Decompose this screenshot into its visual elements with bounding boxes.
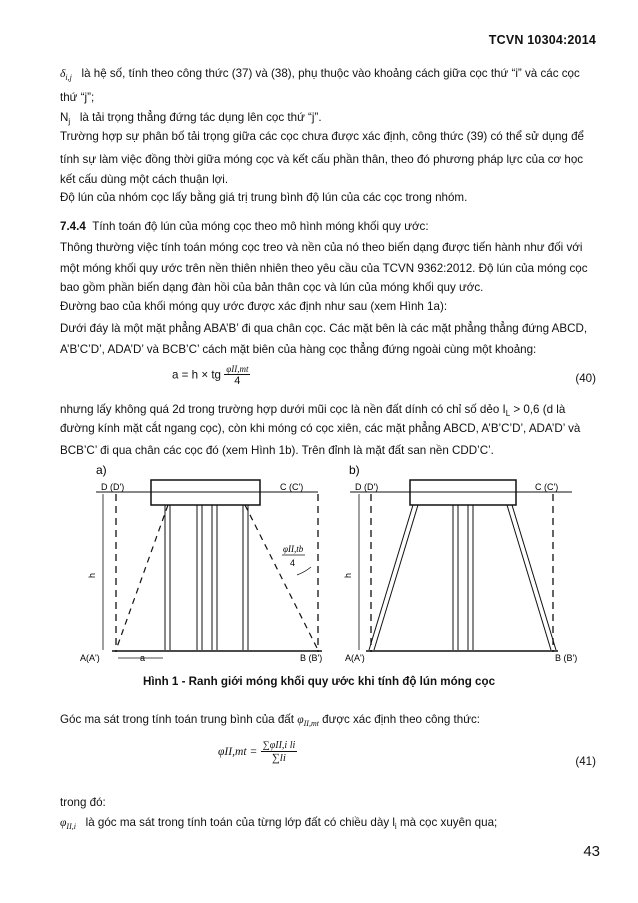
phi-subscript: II,mt bbox=[303, 719, 319, 728]
eq41-fraction bbox=[261, 740, 298, 764]
paragraph-line: thứ “j”; bbox=[60, 91, 95, 104]
paragraph-line bbox=[60, 402, 601, 421]
paragraph-line: Độ lún của nhóm cọc lấy bằng giá trị trung bình độ lún của các cọc trong nhóm. bbox=[60, 191, 468, 204]
nj-symbol: N bbox=[60, 111, 69, 124]
delta-text: là hệ số, tính theo công thức (37) và (38), phụ thuộc vào khoảng cách giữa cọc thứ “i” và các cọc bbox=[81, 67, 580, 80]
eq40-lhs: a = h × tg bbox=[172, 368, 221, 382]
fig-a-label-a: A(A') bbox=[80, 653, 100, 663]
eq41-lhs: φII,mt = bbox=[218, 745, 258, 759]
delta-definition bbox=[60, 66, 601, 85]
eq40-denominator: 4 bbox=[234, 375, 241, 387]
page-number: 43 bbox=[583, 843, 600, 860]
phi-i-subscript: II,i bbox=[66, 822, 76, 831]
figure-1 bbox=[0, 458, 638, 673]
il-text-post: > 0,6 (d là bbox=[513, 403, 566, 416]
paragraph-line: kết cấu dùng một cách thuận lợi. bbox=[60, 173, 229, 186]
section-heading bbox=[60, 219, 601, 234]
fig-a-right-slope bbox=[245, 505, 318, 650]
fig-b-piles bbox=[369, 505, 556, 650]
fig-a-label-c: C (C') bbox=[280, 482, 304, 492]
fig-b-label-d: D (D') bbox=[355, 482, 379, 492]
section-title: Tính toán độ lún của móng cọc theo mô hình móng khối quy ước: bbox=[92, 220, 429, 233]
eq41-denominator: ∑li bbox=[271, 752, 286, 764]
paragraph-line: BCB’C’ đi qua chân các cọc đó (xem Hình 1b). Trên đỉnh là mặt đất san nền CDD’C’. bbox=[60, 444, 494, 457]
phi-symbol: φ bbox=[297, 713, 304, 726]
equation-40 bbox=[172, 364, 250, 387]
paragraph-line: trong đó: bbox=[60, 796, 106, 809]
fig-b-label-c: C (C') bbox=[535, 482, 559, 492]
fig-b-label: b) bbox=[349, 463, 360, 477]
paragraph-line: bao gồm phần biến dạng đàn hồi của bản thân cọc và lún của móng khối quy ước. bbox=[60, 281, 484, 294]
equation-41-number: (41) bbox=[575, 755, 596, 768]
fig-a-angle-num: φII,tb bbox=[283, 544, 304, 554]
paragraph-line bbox=[60, 712, 601, 731]
fig-b-label-a: A(A') bbox=[345, 653, 365, 663]
delta-symbol: δ bbox=[60, 67, 66, 80]
paragraph-line: đường kính mặt cắt ngang cọc), còn khi móng có cọc xiên, các mặt phẳng ABCD, A’B’C’D’, ADA’D’ và bbox=[60, 422, 581, 435]
fig-a-label-b: B (B') bbox=[300, 653, 323, 663]
paragraph-line: A’B’C’D’, ADA’D’ và BCB’C’ cách mặt biên của hàng cọc thẳng đứng ngoài cùng một khoảng: bbox=[60, 343, 537, 356]
fig-b-label-h: h bbox=[343, 572, 353, 578]
equation-40-number: (40) bbox=[575, 372, 596, 385]
eq40-numerator: φII,mt bbox=[226, 364, 249, 374]
paragraph-line: một móng khối quy ước trên nền thiên nhiên theo yêu cầu của TCVN 9362:2012. Độ lún của móng cọc bbox=[60, 262, 588, 275]
fig-b-label-b: B (B') bbox=[555, 653, 578, 663]
nj-subscript: j bbox=[68, 117, 71, 126]
eq40-fraction bbox=[224, 364, 250, 387]
paragraph-line: Đường bao của khối móng quy ước được xác định như sau (xem Hình 1a): bbox=[60, 300, 448, 313]
delta-subscript: i,j bbox=[65, 73, 72, 82]
phi-i-definition bbox=[60, 815, 601, 834]
il-text: nhưng lấy không quá 2d trong trường hợp dưới mũi cọc là nền đất dính có chỉ số dẻo I bbox=[60, 403, 506, 416]
phi-i-text-post: mà cọc xuyên qua; bbox=[399, 816, 498, 829]
eq41-numerator: ∑φII,i li bbox=[262, 740, 296, 751]
phi-i-text: là góc ma sát trong tính toán của từng lớp đất có chiều dày l bbox=[85, 816, 395, 829]
fig-a-label-d: D (D') bbox=[101, 482, 125, 492]
nj-definition bbox=[60, 110, 601, 129]
equation-41 bbox=[218, 740, 297, 764]
paragraph-line: Thông thường việc tính toán móng cọc treo và nền của nó theo biến dạng được tiến hành như đối với bbox=[60, 241, 583, 254]
paragraph-line: Dưới đáy là một mặt phẳng ABA’B’ đi qua chân cọc. Các mặt bên là các mặt phẳng thẳng đứng ABCD, bbox=[60, 322, 588, 335]
nj-text: là tải trọng thẳng đứng tác dụng lên cọc thứ “j”. bbox=[79, 111, 322, 124]
fig-a-label: a) bbox=[96, 463, 107, 477]
paragraph-line: tính sự làm việc đồng thời giữa móng cọc và kết cấu phần thân, theo đó phương pháp lực của cơ học bbox=[60, 153, 584, 166]
section-number: 7.4.4 bbox=[60, 220, 86, 233]
phi-i-symbol: φ bbox=[60, 816, 67, 829]
figure-caption: Hình 1 - Ranh giới móng khối quy ước khi tính độ lún móng cọc bbox=[142, 675, 496, 688]
document-header: TCVN 10304:2014 bbox=[488, 33, 596, 47]
fig-a-angle-arc bbox=[297, 567, 311, 575]
li-subscript: i bbox=[394, 822, 397, 831]
fig-a-piles bbox=[165, 505, 248, 650]
fig-a-angle-den: 4 bbox=[290, 558, 296, 568]
r1-post: được xác định theo công thức: bbox=[322, 713, 481, 726]
fig-a-left-slope bbox=[116, 505, 168, 650]
r1-pre: Góc ma sát trong tính toán trung bình của đất bbox=[60, 713, 294, 726]
il-subscript: L bbox=[505, 409, 511, 418]
fig-a-dimension-a: a bbox=[140, 653, 146, 663]
paragraph-line: Trường hợp sự phân bố tải trọng giữa các cọc chưa được xác định, công thức (39) có thể sử dụng để bbox=[60, 130, 584, 143]
fig-a-label-h: h bbox=[87, 572, 97, 578]
